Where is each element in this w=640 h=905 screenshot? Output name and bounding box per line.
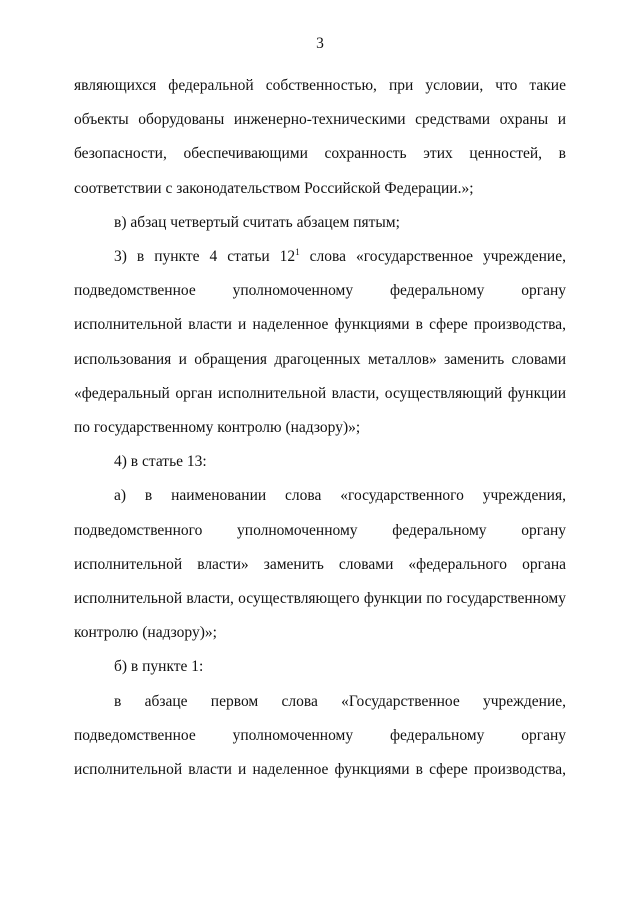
paragraph-text: 4) в статье 13:	[114, 453, 207, 471]
paragraph-text: б) в пункте 1:	[114, 658, 204, 676]
paragraph	[74, 206, 566, 240]
paragraph-text: а) в наименовании слова «государственного учреждения, подведомственного уполномоченному федеральному органу исполнительной власти» заменить словами «федерального органа исполнительной власти, осуществляющего функции по государственному контролю (надзору)»;	[74, 487, 566, 642]
paragraph-text: 3) в пункте 4 статьи 12	[114, 248, 296, 266]
paragraph	[74, 685, 566, 788]
paragraph	[74, 479, 566, 650]
paragraph-text: в) абзац четвертый считать абзацем пятым;	[114, 213, 400, 231]
document-body	[74, 69, 566, 787]
page-number: 3	[316, 35, 324, 52]
paragraph-text: в абзаце первом слова «Государственное учреждение, подведомственное уполномоченному федеральному органу исполнительной власти и наделенное функциями в сфере производства,	[74, 692, 566, 779]
paragraph	[74, 69, 566, 206]
paragraph	[74, 445, 566, 479]
paragraph-text: слова «государственное учреждение, подведомственное уполномоченному федеральному органу исполнительной власти и наделенное функциями в сфере производства, использования и обращения драгоценных металлов» заменить словами «федеральный орган исполнительной власти, осуществляющий функции по государственному контролю (надзору)»;	[74, 248, 566, 437]
superscript-index: 1	[295, 247, 300, 258]
paragraph-text: являющихся федеральной собственностью, при условии, что такие объекты оборудованы инженерно-техническими средствами охраны и безопасности, обеспечивающими сохранность этих ценностей, в соответствии с законодательством Российской Федерации.»;	[74, 77, 566, 197]
paragraph	[74, 650, 566, 684]
paragraph	[74, 240, 566, 445]
